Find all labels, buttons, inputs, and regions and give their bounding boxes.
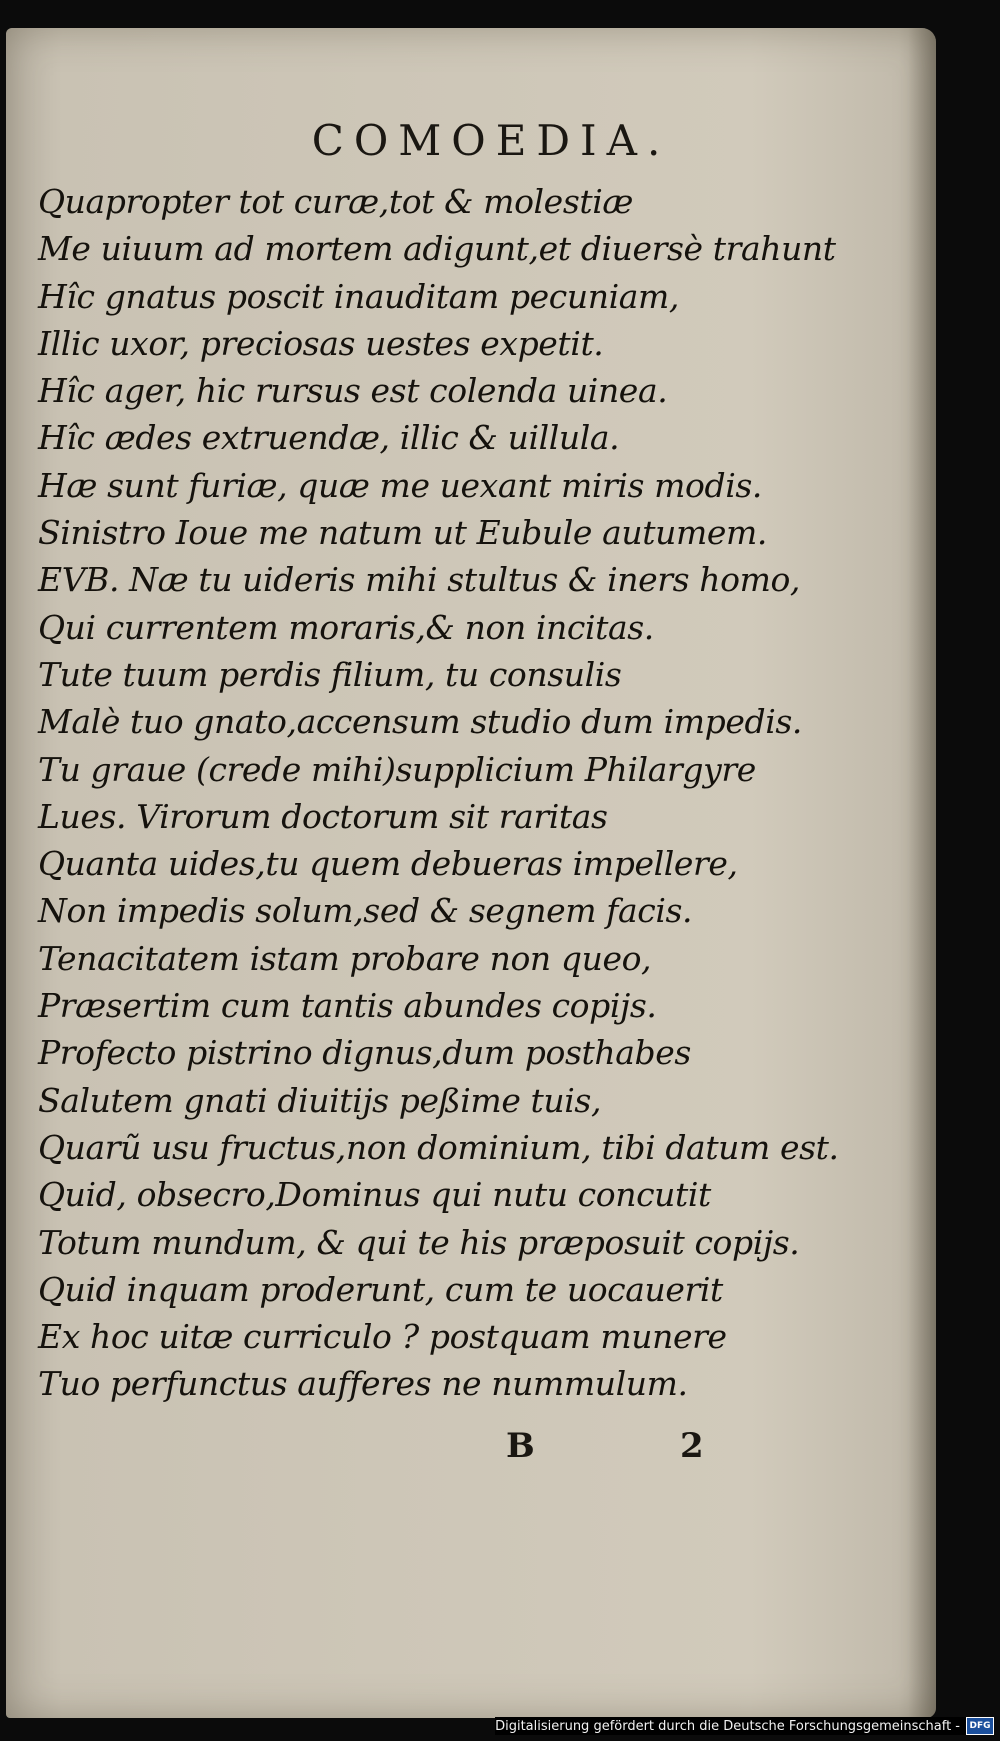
signature-letter: B: [506, 1426, 535, 1466]
credit-text: Digitalisierung gefördert durch die Deutsche Forschungsgemeinschaft -: [495, 1718, 960, 1734]
verse-line: Me uiuum ad mortem adigunt,et diuersè trahunt: [38, 229, 836, 269]
verse-line: Sinistro Ioue me natum ut Eubule autumem.: [38, 513, 767, 553]
verse-line: Hîc ædes extruendæ, illic & uillula.: [38, 418, 620, 458]
verse-text-block: [38, 178, 898, 1408]
dfg-logo: DFG: [966, 1717, 994, 1735]
verse-line: Tute tuum perdis filium, tu consulis: [38, 654, 622, 694]
verse-line: Profecto pistrino dignus,dum posthabes: [38, 1033, 691, 1073]
book-page: [6, 28, 936, 1718]
verse-line: Illic uxor, preciosas uestes expetit.: [38, 323, 604, 363]
verse-line: Hîc gnatus poscit inauditam pecuniam,: [38, 276, 679, 316]
verse-line: Tenacitatem istam probare non queo,: [38, 938, 652, 978]
verse-line: Præsertim cum tantis abundes copijs.: [38, 986, 657, 1026]
verse-line: Quapropter tot curæ,tot & molestiæ: [38, 182, 633, 221]
verse-line: Hæ sunt furiæ, quæ me uexant miris modis.: [38, 465, 763, 505]
signature-mark: [6, 1426, 936, 1476]
verse-line: Quanta uides,tu quem debueras impellere,: [38, 844, 738, 884]
digitization-credit: [495, 1717, 994, 1735]
verse-line: Quarũ usu fructus,non dominium, tibi datum est.: [38, 1127, 839, 1167]
verse-line: EVB. Næ tu uideris mihi stultus & iners homo,: [38, 560, 801, 600]
verse-line: Non impedis solum,sed & segnem facis.: [38, 891, 693, 931]
verse-line: Malè tuo gnato,accensum studio dum impedis.: [38, 702, 803, 742]
verse-line: Ex hoc uitæ curriculo ? postquam munere: [38, 1317, 727, 1357]
verse-line: Lues. Virorum doctorum sit raritas: [38, 796, 608, 836]
verse-line: Tu graue (crede mihi)supplicium Philargyre: [38, 749, 756, 789]
running-head: COMOEDIA.: [311, 116, 671, 165]
verse-line: Quid, obsecro,Dominus qui nutu concutit: [38, 1175, 711, 1215]
signature-number: 2: [680, 1426, 704, 1466]
verse-line: Totum mundum, & qui te his præposuit copijs.: [38, 1222, 800, 1262]
verse-line: Quid inquam proderunt, cum te uocauerit: [38, 1269, 723, 1309]
verse-line: Qui currentem moraris,& non incitas.: [38, 607, 654, 647]
verse-line: Salutem gnati diuitijs peßime tuis,: [38, 1080, 602, 1120]
verse-line: Tuo perfunctus aufferes ne nummulum.: [38, 1364, 688, 1404]
verse-line: Hîc ager, hic rursus est colenda uinea.: [38, 371, 668, 411]
